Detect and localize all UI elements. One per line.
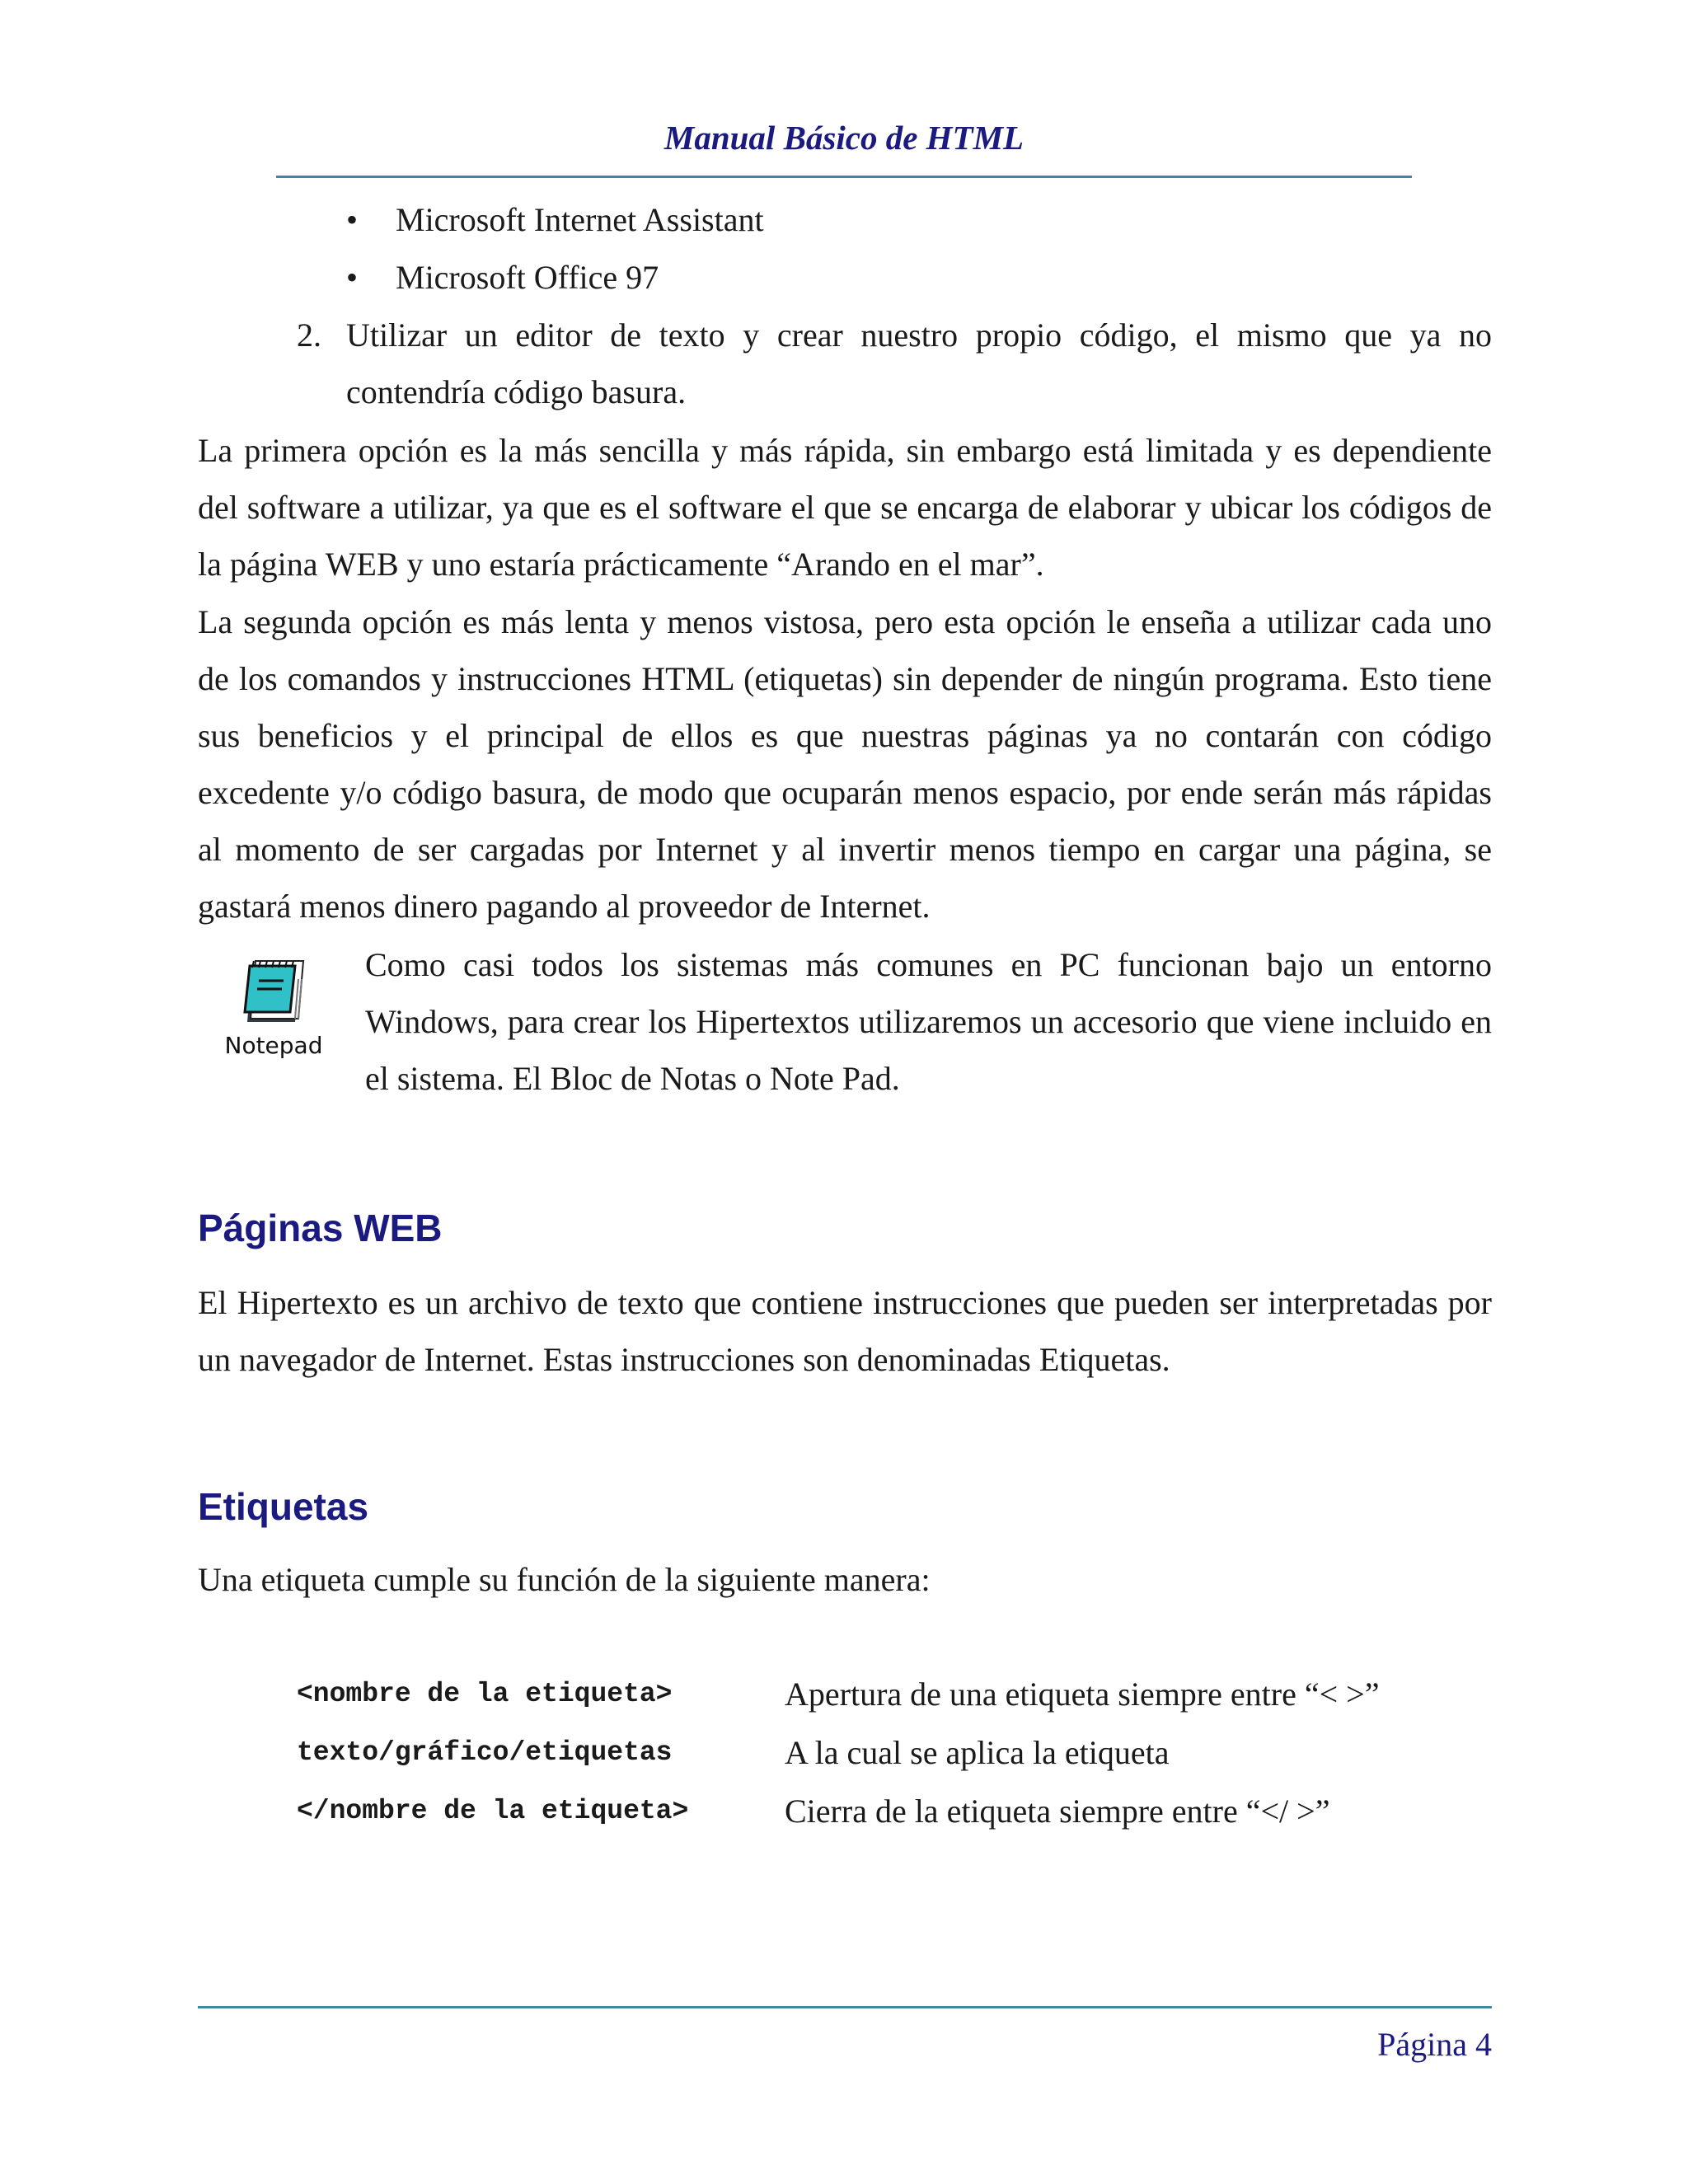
text-line: La segunda opción es más lenta y menos vistosa, pero esta opción le enseña a utilizar cada uno	[198, 603, 1492, 640]
numbered-item-label: 2.	[297, 316, 321, 354]
section-heading: Páginas WEB	[198, 1207, 443, 1249]
text-line: gastará menos dinero pagando al proveedor de Internet.	[198, 888, 931, 925]
header-rule	[276, 176, 1412, 178]
paragraph	[198, 422, 1492, 593]
text-line: La primera opción es la más sencilla y más rápida, sin embargo está limitada y es dependiente	[198, 432, 1492, 469]
text-line: Windows, para crear los Hipertextos utilizaremos un accesorio que viene incluido en	[365, 1003, 1492, 1040]
tag-description: Cierra de la etiqueta siempre entre “</ >”	[785, 1793, 1330, 1830]
footer-rule	[198, 2006, 1492, 2008]
text-line: un navegador de Internet. Estas instrucciones son denominadas Etiquetas.	[198, 1341, 1170, 1378]
tag-description: A la cual se aplica la etiqueta	[785, 1734, 1170, 1771]
bullet-text: Microsoft Internet Assistant	[396, 201, 764, 238]
tag-code: texto/gráfico/etiquetas	[297, 1737, 673, 1768]
text-line: al momento de ser cargadas por Internet y al invertir menos tiempo en cargar una página, se	[198, 831, 1492, 868]
paragraph	[198, 1551, 1492, 1608]
text-line: excedente y/o código basura, de modo que ocuparán menos espacio, por ende serán más rápidas	[198, 774, 1492, 811]
paragraph	[198, 593, 1492, 935]
table-row	[297, 1782, 1492, 1840]
notepad-paragraph	[365, 936, 1492, 1107]
text-line: Como casi todos los sistemas más comunes en PC funcionan bajo un entorno	[365, 946, 1492, 983]
text-line: el sistema. El Bloc de Notas o Note Pad.	[365, 1060, 900, 1097]
text-line: sus beneficios y el principal de ellos es que nuestras páginas ya no contarán con código	[198, 717, 1492, 754]
text-line: El Hipertexto es un archivo de texto que contiene instrucciones que pueden ser interpretadas por	[198, 1284, 1492, 1321]
tag-code: <nombre de la etiqueta>	[297, 1679, 673, 1709]
numbered-item-text	[346, 307, 1492, 420]
notepad	[224, 956, 323, 1071]
header-title: Manual Básico de HTML	[663, 119, 1025, 157]
table-row	[297, 1723, 1492, 1782]
text-line: de los comandos y instrucciones HTML (etiquetas) sin depender de ningún programa. Esto tiene	[198, 660, 1492, 697]
page-number: Página 4	[1377, 2026, 1492, 2063]
text-line: Una etiqueta cumple su función de la siguiente manera:	[198, 1561, 931, 1598]
table-row	[297, 1665, 1492, 1723]
text-line: del software a utilizar, ya que es el software el que se encarga de elaborar y ubicar los códigos de	[198, 489, 1492, 526]
bullet-text: Microsoft Office 97	[396, 259, 659, 296]
bullet-dot: •	[346, 259, 359, 296]
tag-table	[297, 1665, 1492, 1840]
text-line: la página WEB y uno estaría prácticamente “Arando en el mar”.	[198, 546, 1044, 583]
tag-code: </nombre de la etiqueta>	[297, 1796, 689, 1826]
text-line: contendría código basura.	[346, 373, 687, 410]
tag-description: Apertura de una etiqueta siempre entre “< >”	[785, 1675, 1380, 1713]
bullet-dot: •	[346, 201, 359, 238]
notepad-label: Notepad	[224, 1032, 323, 1059]
notepad-icon	[224, 956, 323, 1032]
text-line: Utilizar un editor de texto y crear nuestro propio código, el mismo que ya no	[346, 316, 1492, 354]
paragraph	[198, 1274, 1492, 1388]
section-heading: Etiquetas	[198, 1485, 369, 1528]
